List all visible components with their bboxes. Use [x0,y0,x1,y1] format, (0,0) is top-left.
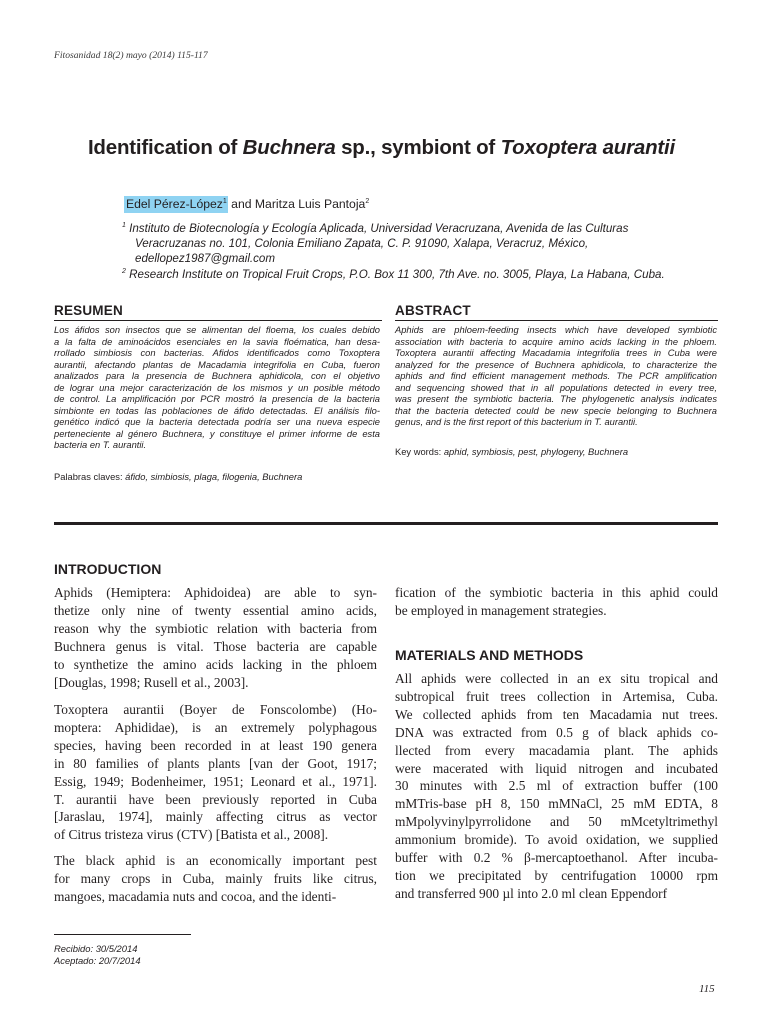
resumen-line: Los áfidos son insectos que se alimentan del floema, los cuales debido [54,325,380,335]
methods-line: were macerated with liquid nitrogen and incubated [395,760,718,776]
affiliation-1-line2: Veracruzanas no. 101, Colonia Emiliano Zapata, C. P. 91090, Xalapa, Veracruz, México, [135,237,589,251]
resumen-line: rrollado simbiosis con bacterias. Afidos identificados como Toxoptera [54,348,380,358]
methods-line: mMTris-base pH 8, 150 mMNaCl, 25 mM EDTA, 8 [395,796,718,812]
affiliation-1-sup: 1 [122,222,126,229]
author-1-name: Edel Pérez-López [126,197,223,211]
author-2-sup: 2 [365,198,370,205]
methods-line: buffer with 0.2 % β-mercaptoethanol. After incuba- [395,850,718,866]
title-part2: sp., symbiont of [335,136,501,159]
introduction-line: for many crops in Cuba, mainly fruits like citrus, [54,870,377,886]
introduction-line: of Citrus tristeza virus (CTV) [Batista et al., 2008]. [54,827,329,843]
introduction-line: Essig, 1949; Bodenheimer, 1951; Leonard et al., 1971]. [54,773,377,789]
abstract-body [395,325,717,429]
introduction-line: [Douglas, 1998; Rusell et al., 2003]. [54,674,249,690]
continuation-line: be employed in management strategies. [395,602,607,618]
resumen-line: perteneciente al género Buchnera, y constituye el primer informe de esta [54,428,380,439]
abstract-line: was present the symbiotic bacteria. The phylogenetic analysis indicates [395,394,717,404]
affiliation-1-email: edellopez1987@gmail.com [135,252,276,266]
introduction-line: to synthetize the amino acids lacking in the phloem [54,656,377,672]
abstract-heading: ABSTRACT [395,303,471,318]
introduction-line: Buchnera genus is vital. Those bacteria are capable [54,638,377,654]
affiliation-2-sup: 2 [122,268,126,275]
section-separator [54,522,718,525]
methods-line: We collected aphids from ten Macadamia nut trees. [395,706,718,722]
introduction-line: thetize only nine of twenty essential amino acids, [54,602,377,618]
methods-line: subtropical fruit trees collection in Artemisa, Cuba. [395,688,718,704]
introduction-p2 [54,701,377,844]
introduction-p3 [54,852,377,906]
resumen-heading: RESUMEN [54,303,123,318]
introduction-line: [Jaraslau, 1974], mainly affecting citrus as vector [54,809,377,825]
introduction-line: moptera: Aphididae), is an extremely polyphagous [54,719,377,735]
author-1-highlighted [124,196,228,213]
author-list [124,197,369,211]
affiliation-1 [122,221,722,267]
affiliation-2 [122,267,722,282]
methods-line: All aphids were collected in an ex situ tropical and [395,671,718,686]
resumen-line: analizados para la presencia de Buchnera aphidicola, con el objetivo [54,371,380,381]
title-part1: Identification of [87,136,243,159]
abstract-line: aphids and find efficient management methods. The PCR amplification [395,371,717,381]
methods-body [395,670,718,903]
resumen-line: simbionte en todas las poblaciones de áfido detectadas. El análisis filo- [54,405,380,416]
abstract-line: Aphids are phloem-feeding insects which have developed symbiotic [395,325,717,335]
received-date [54,943,137,955]
introduction-line: in 80 families of plants plants [van der Goot, 1917; [54,755,377,771]
methods-line: 30 minutes with 2.5 ml of extraction buffer (100 [395,778,718,794]
introduction-heading: INTRODUCTION [54,561,162,577]
resumen-line: aurantii, afectando plantas de Macadamia integrifolia en Cuba, fueron [54,359,380,370]
introduction-line: reason why the symbiotic relation with bacteria from [54,620,377,636]
methods-line: DNA was extracted from 0.5 g of black aphids co- [395,724,718,740]
abstract-line: association with bacteria to acquire amino acids lacking in the phloem. [395,336,717,347]
resumen-line: de lograr una mejor caracterización de los mismos y un posible método [54,382,380,393]
journal-reference: Fitosanidad 18(2) mayo (2014) 115-117 [54,50,208,61]
affiliation-1-line1: Instituto de Biotecnología y Ecología Aplicada, Universidad Veracruzana, Avenida de las Culturas [125,222,629,235]
continuation-line: fication of the symbiotic bacteria in this aphid could [395,585,718,600]
abstract-line: genus, and is the first report of this bacterium in T. aurantii. [395,417,638,427]
abstract-line: analyzed for the presence of Buchnera aphidicola, to characterize the [395,359,717,370]
paper-title [0,136,763,160]
introduction-continuation [395,584,718,620]
abstract-line: and sequencing showed that in all populations detected in every tree, [395,382,717,393]
methods-line: tion we precipitated by centrifugation 10000 rpm [395,867,718,883]
introduction-line: T. aurantii have been previously reported in Cuba [54,791,377,807]
methods-line: mMpolyvinylpyrrolidone and 50 mMcetyltrimethyl [395,814,718,830]
introduction-line: mangoes, macadamia nuts and cocoa, and the identi- [54,888,337,904]
methods-line: and transferred 900 µl into 2.0 ml clean Eppendorf [395,885,668,901]
accepted-label: Aceptado: [54,955,97,966]
introduction-line: species, having been recorded in at least 190 genera [54,737,377,753]
methods-line: ammonium bromide). To avoid oxidation, we supplied [395,832,718,848]
title-species: Toxoptera aurantii [500,136,676,159]
author-1-sup: 1 [222,198,227,205]
resumen-line: genético indicó que la bacteria detectada podría ser una nueva especie [54,417,380,427]
accepted-date [54,955,141,967]
affiliation-2-line1: Research Institute on Tropical Fruit Crops, P.O. Box 11 300, 7th Ave. no. 3005, Playa, La Habana, Cuba. [125,268,665,281]
abstract-keywords-label: Key words: [395,447,444,457]
introduction-line: Toxoptera aurantii (Boyer de Fonscolombe) (Ho- [54,702,377,717]
introduction-p1 [54,584,377,691]
received-label: Recibido: [54,943,94,954]
resumen-line: de control. La amplificación por PCR mostró la presencia de la bacteria [54,394,380,404]
abstract-line: Toxoptera aurantii affecting Macadamia integrifolia trees in Cuba were [395,348,717,358]
resumen-keywords-list: áfido, simbiosis, plaga, filogenia, Buchnera [125,472,303,482]
title-genus: Buchnera [242,136,336,159]
methods-line: llected from every macadamia plant. The aphids [395,742,718,758]
methods-heading: MATERIALS AND METHODS [395,647,584,663]
abstract-line: that the bacteria detected could be new specie belonging to Buchnera [395,405,717,416]
resumen-line: a la falta de aminoácidos esenciales en la savia floématica, han desa- [54,336,380,347]
author-connector: and Maritza Luis Pantoja [227,197,366,211]
footnote-rule [54,934,191,935]
resumen-keywords-label: Palabras claves: [54,472,126,482]
abstract-keywords-list: aphid, symbiosis, pest, phylogeny, Buchnera [443,447,629,457]
accepted-value: 20/7/2014 [96,955,141,966]
abstract-keywords [395,447,628,457]
resumen-keywords [54,472,302,482]
page-number: 115 [699,983,715,995]
resumen-rule [54,320,382,321]
abstract-rule [395,320,718,321]
resumen-body [54,325,380,452]
introduction-line: The black aphid is an economically important pest [54,853,377,868]
resumen-line: bacteria en T. aurantii. [54,440,147,450]
introduction-line: Aphids (Hemiptera: Aphidoidea) are able to syn- [54,585,377,600]
received-value: 30/5/2014 [93,943,138,954]
